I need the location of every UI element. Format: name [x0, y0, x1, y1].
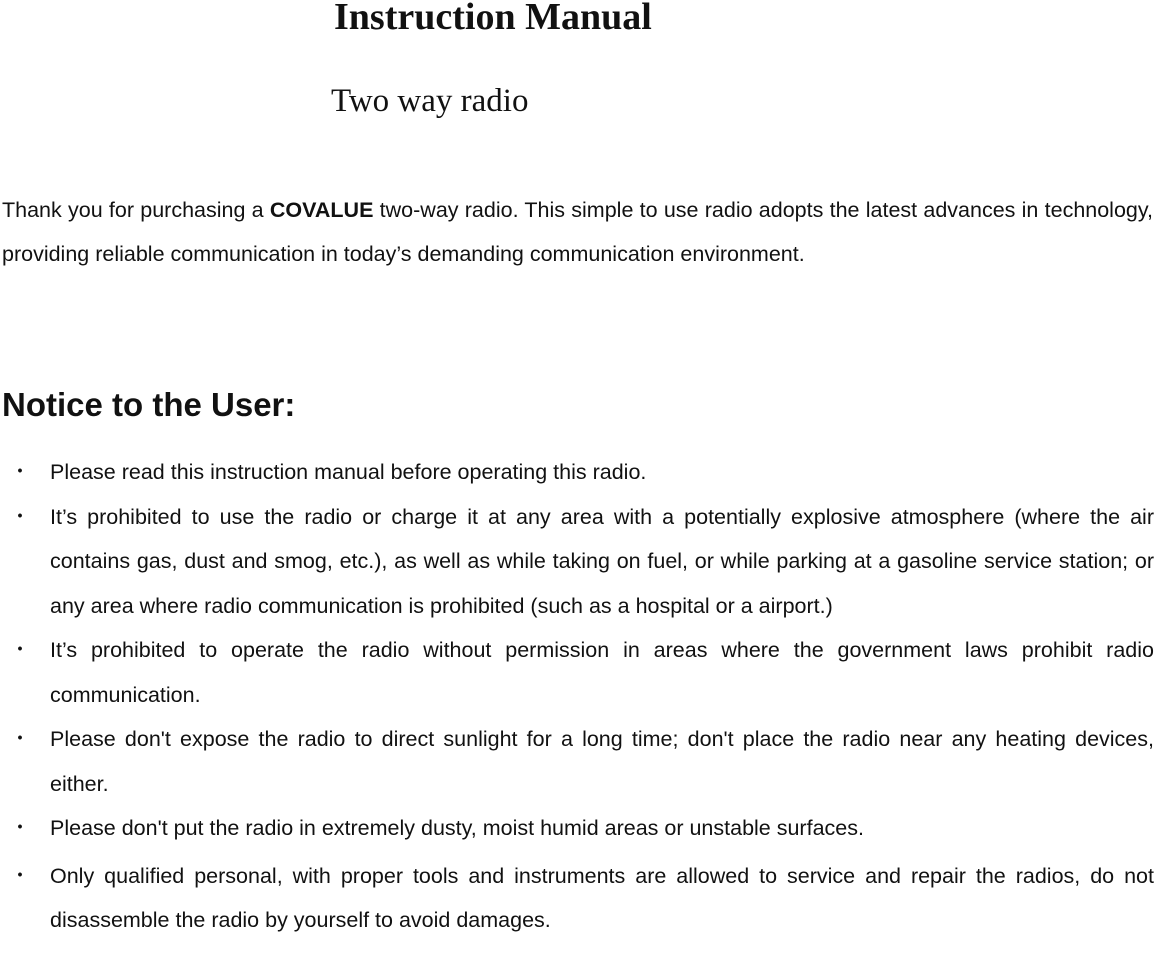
notice-list: [0, 450, 1154, 943]
notice-item-text: It’s prohibited to use the radio or charge it at any area with a potentially explosive atmosphere (where the air contains gas, dust and smog, etc.), as well as while taking on fuel, or while parking at a gasoline service station; or any area where radio communication is prohibited (such as a hospital or a airport.): [50, 504, 1154, 618]
notice-item-text: Please don't put the radio in extremely dusty, moist humid areas or unstable surfaces.: [50, 816, 864, 840]
document-subtitle: Two way radio: [331, 83, 529, 119]
notice-item: [0, 495, 1154, 629]
bullet-icon: ・: [9, 816, 31, 840]
notice-item: [0, 628, 1154, 717]
notice-item: [0, 806, 1154, 851]
document-title: Instruction Manual: [334, 0, 652, 38]
bullet-icon: ・: [9, 638, 31, 662]
brand-name: COVALUE: [269, 198, 374, 222]
notice-item-text: It’s prohibited to operate the radio without permission in areas where the government laws prohibit radio communication.: [50, 638, 1154, 707]
bullet-icon: ・: [9, 727, 31, 751]
notice-heading: Notice to the User:: [2, 386, 296, 423]
notice-item: [0, 717, 1154, 806]
intro-text-after-brand: two-way radio. This simple to use radio adopts the latest advances in technology, providing reliable communication in today’s demanding communication environment.: [2, 198, 1154, 266]
bullet-icon: ・: [9, 460, 31, 484]
intro-paragraph: [2, 189, 1153, 276]
notice-item: [0, 450, 1154, 495]
notice-item-text: Please read this instruction manual before operating this radio.: [50, 460, 647, 484]
notice-item-text: Please don't expose the radio to direct sunlight for a long time; don't place the radio near any heating devices, either.: [50, 727, 1154, 796]
notice-item: [0, 854, 1154, 943]
intro-text-before-brand: Thank you for purchasing a: [2, 198, 270, 222]
notice-item-text: Only qualified personal, with proper tools and instruments are allowed to service and repair the radios, do not disassemble the radio by yourself to avoid damages.: [50, 863, 1154, 932]
bullet-icon: ・: [9, 504, 31, 529]
bullet-icon: ・: [9, 863, 31, 888]
